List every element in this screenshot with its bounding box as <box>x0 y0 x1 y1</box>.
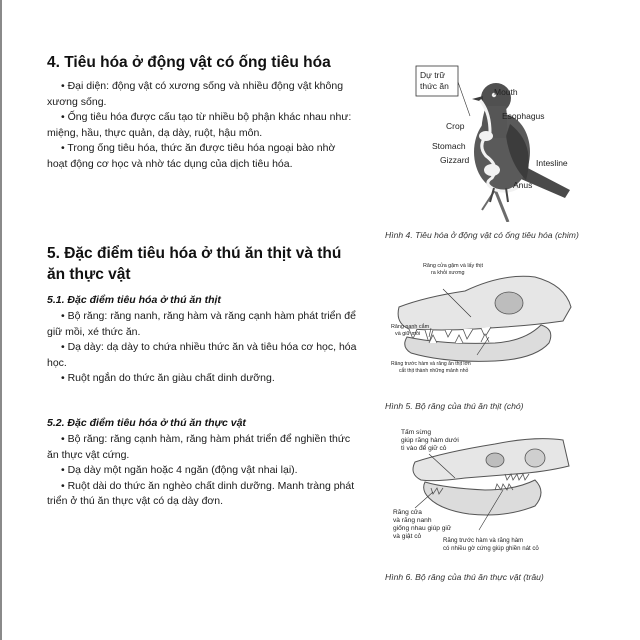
section-5-1-bullet-2: • Dạ dày: dạ dày to chứa nhiều thức ăn và tiêu hóa cơ học, hóa học. <box>47 341 357 369</box>
label-dog-molars-line1: Răng cửa gặm và lấy thịt <box>423 263 483 269</box>
label-buffalo-incisor-line1: Răng cửa <box>393 509 422 516</box>
section-5-2-bullet-1: • Bộ răng: răng cạnh hàm, răng hàm phát triển để nghiền thức ăn thực vật cứng. <box>47 433 351 461</box>
section-4-bullet-2: • Ống tiêu hóa được cấu tạo từ nhiều bộ phận khác nhau như: miệng, hầu, thực quản, dạ dày, ruột, hậu môn. <box>47 111 352 139</box>
label-buffalo-molar-line1: Răng trước hàm và răng hàm <box>443 537 524 544</box>
label-dog-canine-line1: Răng nanh cắm <box>391 324 430 330</box>
label-intestine: Intesline <box>536 158 568 168</box>
section-5-2-title: 5.2. Đặc điểm tiêu hóa ở thú ăn thực vật <box>47 417 246 429</box>
section-5-2 <box>47 416 357 510</box>
figure-4-caption: Hình 4. Tiêu hóa ở động vật có ống tiêu hóa (chim) <box>385 230 579 240</box>
label-crop-store-line1: Dự trữ <box>420 70 446 80</box>
figure-6-caption: Hình 6. Bộ răng của thú ăn thực vật (trâu) <box>385 572 544 582</box>
label-buffalo-incisor-line3: giống nhau giúp giữ <box>393 525 452 532</box>
section-4-title: 4. Tiêu hóa ở động vật có ống tiêu hóa <box>47 54 331 71</box>
figure-4-bird-illustration <box>410 52 585 222</box>
label-buffalo-incisor-line2: và răng nanh <box>393 517 432 524</box>
label-dog-premolar-line2: cắt thịt thành những mảnh nhỏ <box>399 368 469 374</box>
section-4 <box>47 52 357 172</box>
page-edge <box>0 0 2 640</box>
section-4-bullet-1: • Đại diện: động vật có xương sống và nhiều động vật không xương sống. <box>47 80 344 108</box>
label-buffalo-molar-line2: có nhiều gờ cứng giúp ghiền nát cỏ <box>443 545 539 552</box>
label-mouth: Mouth <box>494 87 518 97</box>
label-crop: Crop <box>446 121 465 131</box>
label-stomach: Stomach <box>432 141 466 151</box>
figure-6-buffalo-skull-illustration <box>385 422 585 562</box>
label-gizzard: Gizzard <box>440 155 470 165</box>
figure-5-dog-skull-illustration <box>385 255 585 380</box>
label-dog-molars-line2: ra khỏi xương <box>431 270 465 276</box>
section-5-2-bullet-3: • Ruột dài do thức ăn nghèo chất dinh dưỡng. Manh tràng phát triển ở thú ăn thực vật có dạ dày đơn. <box>47 479 355 507</box>
figure-5-caption: Hình 5. Bộ răng của thú ăn thịt (chó) <box>385 401 524 411</box>
section-5-1-bullet-1: • Bộ răng: răng nanh, răng hàm và răng cạnh hàm phát triển để giữ mồi, xé thức ăn. <box>47 310 356 338</box>
label-anus: Anus <box>513 180 533 190</box>
label-esophagus: Esophagus <box>502 111 545 121</box>
section-5-1-title: 5.1. Đặc điểm tiêu hóa ở thú ăn thịt <box>47 294 221 306</box>
label-buffalo-pad-line3: tì vào để giữ cỏ <box>401 445 447 452</box>
section-4-bullet-3: • Trong ống tiêu hóa, thức ăn được tiêu hóa ngoại bào nhờ hoạt động cơ học và nhờ tác dụng của dịch tiêu hóa. <box>47 142 336 170</box>
label-dog-canine-line2: và giữ mồi <box>395 331 421 337</box>
label-crop-store-line2: thức ăn <box>420 81 449 91</box>
label-buffalo-pad-line1: Tấm sừng <box>401 429 432 436</box>
label-buffalo-pad-line2: giúp răng hàm dưới <box>401 437 459 444</box>
section-5-2-bullet-2: • Dạ dày một ngăn hoặc 4 ngăn (động vật nhai lại). <box>61 464 298 476</box>
section-5-title: 5. Đặc điểm tiêu hóa ở thú ăn thịt và thú ăn thực vật <box>47 245 342 283</box>
section-5-1-bullet-3: • Ruột ngắn do thức ăn giàu chất dinh dưỡng. <box>61 372 275 384</box>
section-5 <box>47 243 357 387</box>
label-dog-premolar-line1: Răng trước hàm và răng ăn thịt lớn <box>391 361 471 367</box>
label-buffalo-incisor-line4: và giật cỏ <box>393 533 422 540</box>
